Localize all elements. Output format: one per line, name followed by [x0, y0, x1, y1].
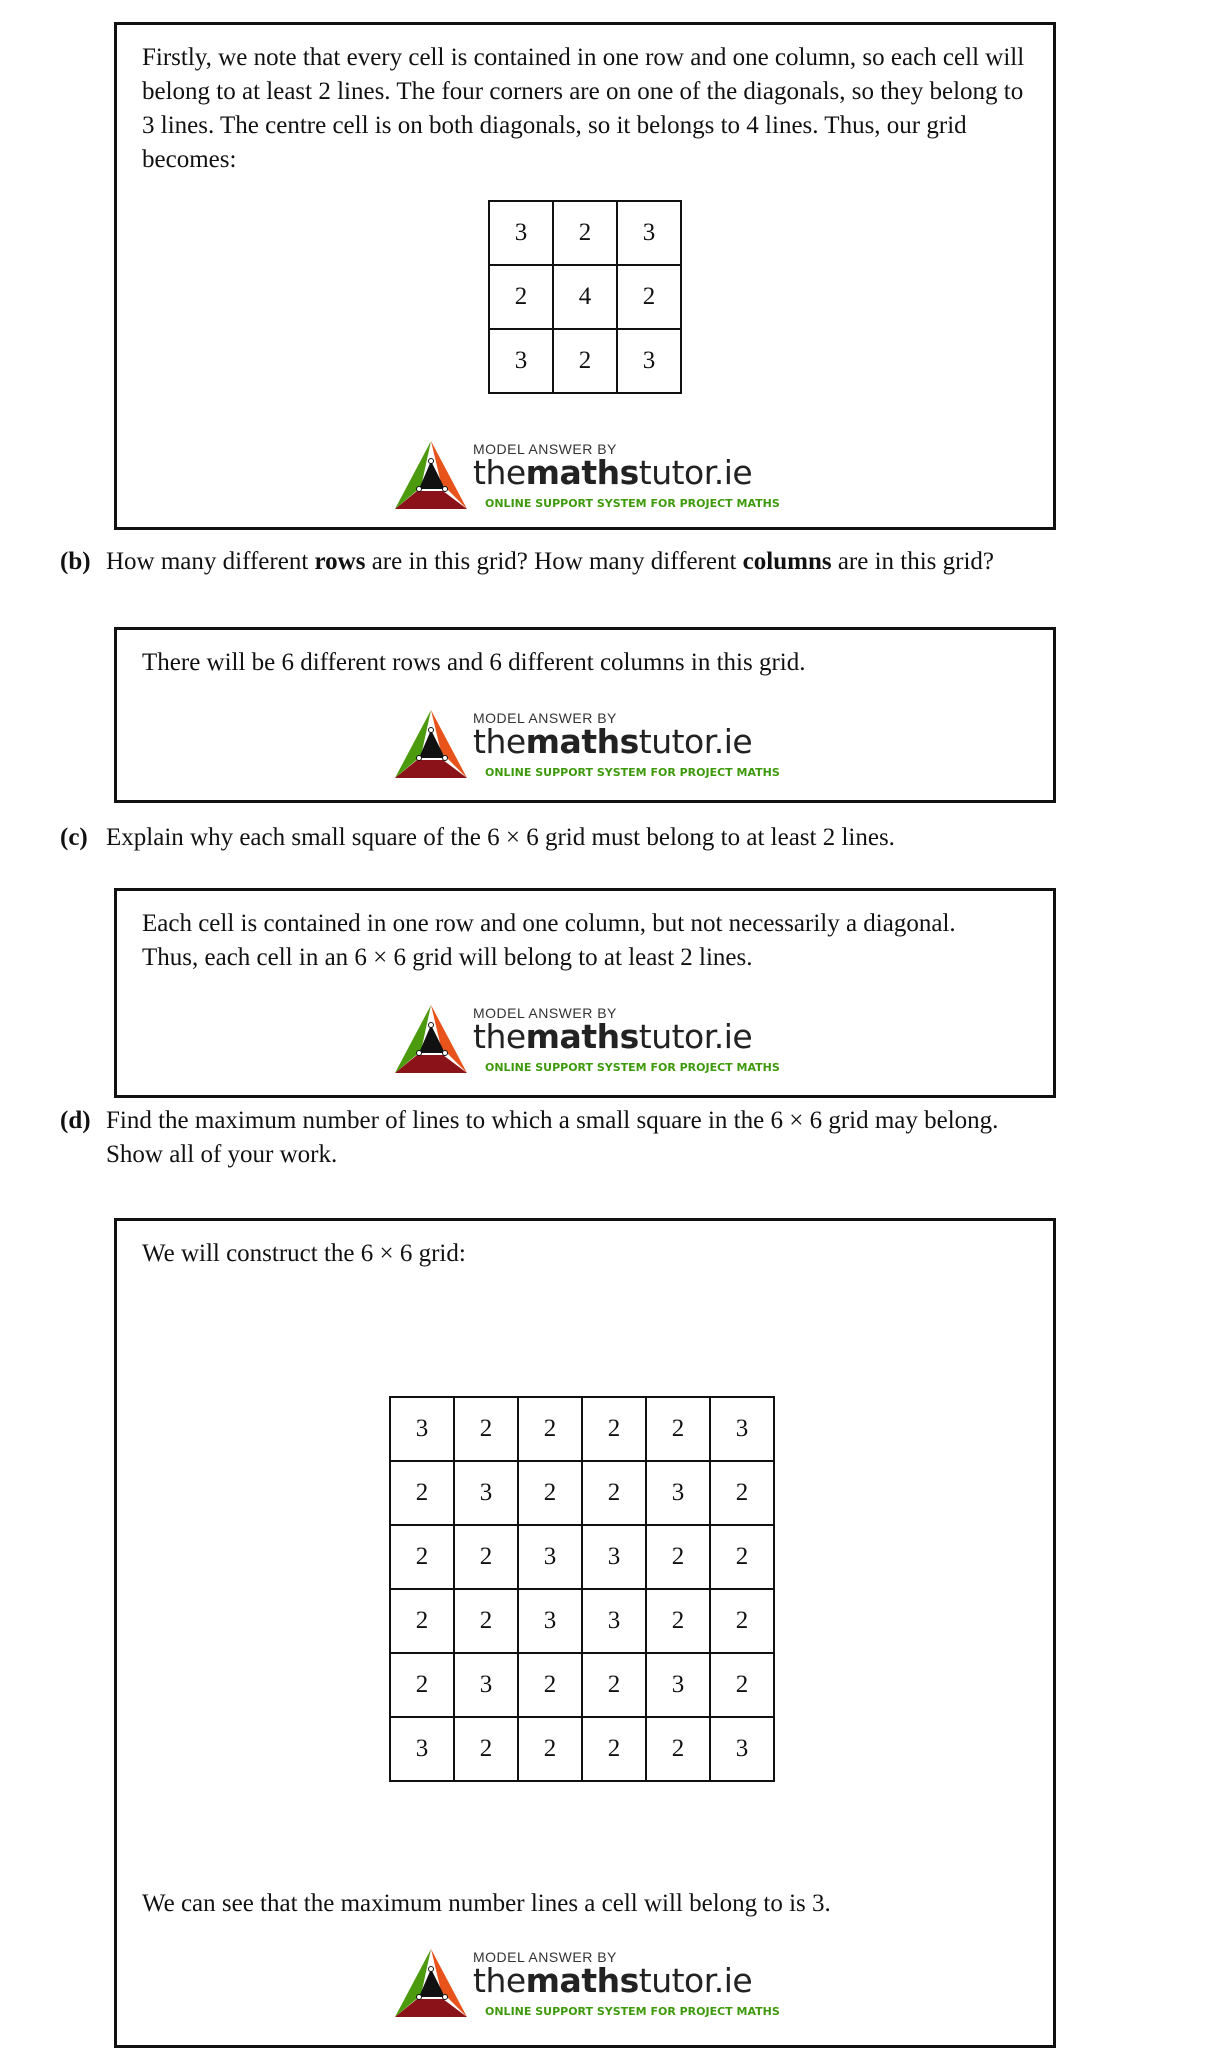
grid-cell: 2	[454, 1397, 518, 1461]
logo-wordmark	[473, 1961, 752, 2000]
grid-cell: 2	[710, 1525, 774, 1589]
grid-cell: 2	[518, 1397, 582, 1461]
grid-cell: 2	[390, 1525, 454, 1589]
logo-tagline: ONLINE SUPPORT SYSTEM FOR PROJECT MATHS	[485, 497, 780, 510]
logo-top-text: MODEL ANSWER BY	[473, 441, 617, 457]
logo-tagline: ONLINE SUPPORT SYSTEM FOR PROJECT MATHS	[485, 1061, 780, 1074]
grid-row	[489, 329, 681, 393]
triangle-logo-icon	[393, 1003, 469, 1077]
grid-cell: 2	[390, 1653, 454, 1717]
answer-c-line1: Each cell is contained in one row and one column, but not necessarily a diagonal.	[142, 910, 956, 937]
grid-cell: 2	[518, 1653, 582, 1717]
logo-word-rest: tutor.ie	[638, 453, 753, 492]
question-text: are in this grid? How many different	[365, 548, 743, 575]
question-text: Find the maximum number of lines to which a small square in the 6 × 6 grid may belong.	[106, 1107, 999, 1134]
question-label: (b)	[60, 548, 91, 575]
grid-cell: 3	[617, 329, 681, 393]
answer-d-conclusion: We can see that the maximum number lines a cell will belong to is 3.	[142, 1890, 831, 1917]
logo-word-rest: tutor.ie	[638, 1961, 753, 2000]
logo-a	[393, 439, 793, 519]
grid-cell: 2	[646, 1525, 710, 1589]
grid-cell: 2	[617, 265, 681, 329]
grid-cell: 3	[646, 1461, 710, 1525]
logo-word-the: the	[473, 722, 526, 761]
answer-c-line2: Thus, each cell in an 6 × 6 grid will belong to at least 2 lines.	[142, 944, 753, 971]
grid-cell: 3	[454, 1653, 518, 1717]
grid-row	[390, 1525, 774, 1589]
grid-cell: 3	[617, 201, 681, 265]
grid-cell: 2	[646, 1397, 710, 1461]
grid-cell: 2	[489, 265, 553, 329]
logo-top-text: MODEL ANSWER BY	[473, 710, 617, 726]
logo-top-text: MODEL ANSWER BY	[473, 1949, 617, 1965]
grid-cell: 3	[710, 1397, 774, 1461]
answer-box-c	[114, 888, 1056, 1098]
grid-cell: 2	[553, 329, 617, 393]
triangle-logo-icon	[393, 708, 469, 782]
question-text: are in this grid?	[831, 548, 995, 575]
grid-cell: 3	[710, 1717, 774, 1781]
triangle-logo-icon	[393, 439, 469, 513]
grid-cell: 3	[646, 1653, 710, 1717]
question-label: (d)	[60, 1107, 91, 1134]
grid-row	[390, 1397, 774, 1461]
grid-cell: 3	[390, 1397, 454, 1461]
grid-row	[489, 265, 681, 329]
logo-d	[393, 1947, 793, 2027]
logo-c	[393, 1003, 793, 1083]
grid-row	[489, 201, 681, 265]
answer-box-a	[114, 22, 1056, 530]
logo-word-maths: maths	[525, 722, 639, 761]
logo-wordmark	[473, 722, 752, 761]
grid-cell: 3	[489, 329, 553, 393]
answer-b-text: There will be 6 different rows and 6 different columns in this grid.	[142, 649, 806, 676]
grid-cell: 4	[553, 265, 617, 329]
logo-tagline: ONLINE SUPPORT SYSTEM FOR PROJECT MATHS	[485, 766, 780, 779]
grid-cell: 2	[710, 1461, 774, 1525]
question-text: Show all of your work.	[106, 1141, 338, 1168]
grid-cell: 3	[518, 1589, 582, 1653]
grid-cell: 2	[582, 1397, 646, 1461]
grid-cell: 2	[454, 1525, 518, 1589]
grid-cell: 3	[489, 201, 553, 265]
grid-cell: 2	[553, 201, 617, 265]
grid-cell: 2	[710, 1589, 774, 1653]
answer-box-b	[114, 627, 1056, 803]
logo-word-rest: tutor.ie	[638, 1017, 753, 1056]
logo-word-the: the	[473, 1017, 526, 1056]
grid-cell: 2	[518, 1461, 582, 1525]
grid-row	[390, 1461, 774, 1525]
question-c	[60, 821, 895, 855]
logo-word-the: the	[473, 1961, 526, 2000]
question-emphasis: rows	[314, 548, 366, 575]
grid-cell: 2	[390, 1589, 454, 1653]
grid-cell: 2	[710, 1653, 774, 1717]
grid-row	[390, 1589, 774, 1653]
question-text: How many different	[106, 548, 315, 575]
question-emphasis: columns	[742, 548, 832, 575]
grid-row	[390, 1653, 774, 1717]
grid-cell: 2	[454, 1589, 518, 1653]
grid-cell: 2	[582, 1461, 646, 1525]
grid-cell: 3	[518, 1525, 582, 1589]
question-text: Explain why each small square of the 6 × 6 grid must belong to at least 2 lines.	[106, 824, 895, 851]
grid-cell: 2	[582, 1653, 646, 1717]
grid-cell: 2	[582, 1717, 646, 1781]
logo-word-rest: tutor.ie	[638, 722, 753, 761]
grid-cell: 3	[582, 1589, 646, 1653]
question-b	[60, 545, 994, 579]
logo-top-text: MODEL ANSWER BY	[473, 1005, 617, 1021]
grid-3x3	[488, 200, 682, 394]
grid-cell: 2	[518, 1717, 582, 1781]
grid-cell: 2	[646, 1717, 710, 1781]
grid-6x6	[389, 1396, 775, 1782]
logo-tagline: ONLINE SUPPORT SYSTEM FOR PROJECT MATHS	[485, 2005, 780, 2018]
logo-wordmark	[473, 453, 752, 492]
answer-box-d	[114, 1218, 1056, 2048]
question-label: (c)	[60, 824, 88, 851]
logo-word-maths: maths	[525, 1017, 639, 1056]
grid-row	[390, 1717, 774, 1781]
question-d	[60, 1104, 998, 1172]
grid-cell: 3	[454, 1461, 518, 1525]
grid-cell: 3	[390, 1717, 454, 1781]
logo-word-maths: maths	[525, 453, 639, 492]
grid-cell: 2	[390, 1461, 454, 1525]
logo-word-maths: maths	[525, 1961, 639, 2000]
grid-cell: 2	[454, 1717, 518, 1781]
logo-word-the: the	[473, 453, 526, 492]
logo-wordmark	[473, 1017, 752, 1056]
grid-cell: 3	[582, 1525, 646, 1589]
triangle-logo-icon	[393, 1947, 469, 2021]
answer-a-text: Firstly, we note that every cell is contained in one row and one column, so each cell will belong to at least 2 lines. The four corners are on one of the diagonals, so they belong to 3 lines. The centre cell is on both diagonals, so it belongs to 4 lines. Thus, our grid becomes:	[142, 44, 1025, 173]
grid-cell: 2	[646, 1589, 710, 1653]
answer-d-intro: We will construct the 6 × 6 grid:	[142, 1240, 466, 1267]
logo-b	[393, 708, 793, 788]
